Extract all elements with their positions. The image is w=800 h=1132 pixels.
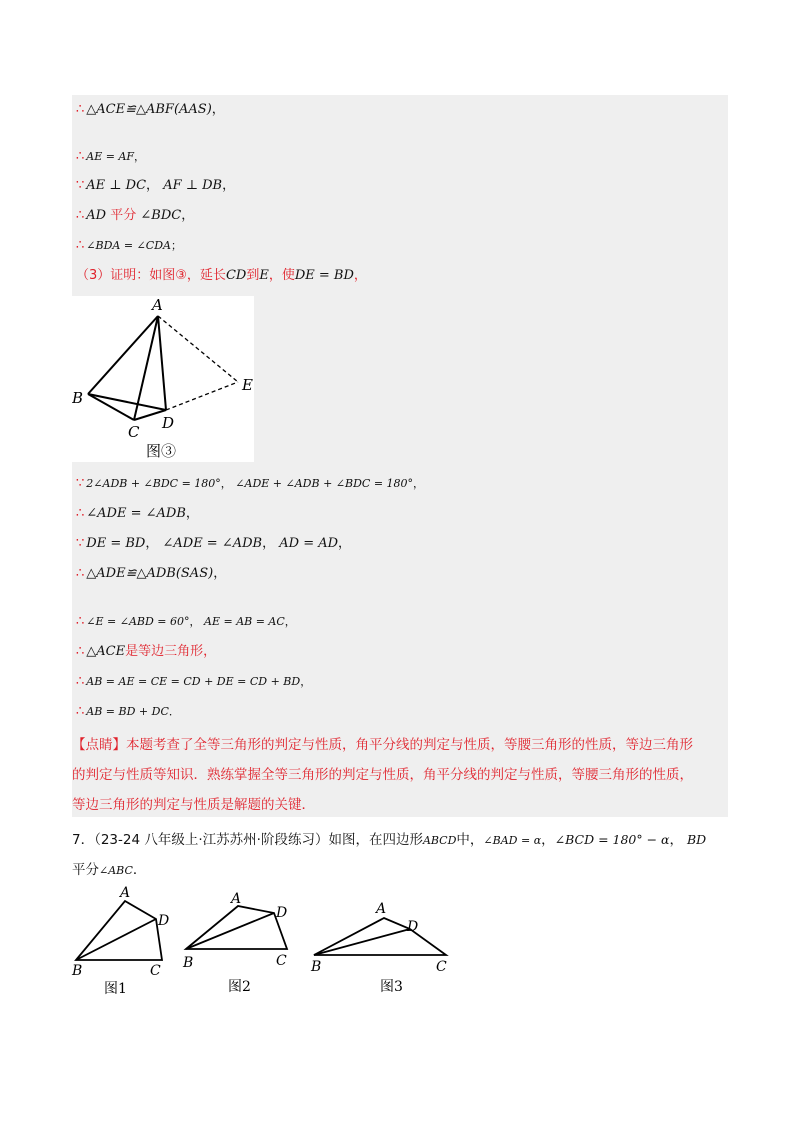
fig2-label-a: A xyxy=(231,891,242,907)
fig3-label-b: B xyxy=(311,959,322,975)
fig2-label-c: C xyxy=(276,953,287,969)
label-c: C xyxy=(128,423,140,441)
proof-line-sas-conditions: ∵ DE = BD， ∠ADE = ∠ADB， AD = AD， xyxy=(76,536,352,551)
fig3-label-c: C xyxy=(436,959,447,975)
proof-part3-heading: （3）证明：如图③，延长CD到E，使DE = BD， xyxy=(76,268,367,283)
fig1-label-c: C xyxy=(150,963,161,979)
segment-ae-dashed xyxy=(158,316,238,382)
fig1-caption: 图1 xyxy=(104,981,127,997)
question-7-line-2: 平分∠ABC． xyxy=(72,862,147,878)
proof-line-angle-sums: ∵ 2∠ADB + ∠BDC = 180°， ∠ADE + ∠ADB + ∠BDC = 180°， xyxy=(76,476,425,491)
figure-3-caption: 图③ xyxy=(146,442,177,460)
label-e: E xyxy=(242,376,253,394)
comment-line-3: 等边三角形的判定与性质是解题的关键． xyxy=(72,797,315,813)
segment-ad xyxy=(158,316,166,410)
q7-figure-2 xyxy=(182,891,287,995)
fig3-diagonal-bd xyxy=(314,929,410,955)
comment-line-2: 的判定与性质等知识．熟练掌握全等三角形的判定与性质，角平分线的判定与性质，等腰三角形的性质， xyxy=(72,767,693,783)
proof-line-ade-adb: ∴ ∠ADE = ∠ADB， xyxy=(76,506,199,521)
question-7-line-1: 7．（23-24 八年级上·江苏苏州·阶段练习）如图，在四边形ABCD中，∠BAD = α，∠BCD = 180° − α， BD xyxy=(72,832,707,848)
question-7-figures xyxy=(70,885,470,1000)
fig2-label-d: D xyxy=(276,905,288,921)
fig1-diagonal-bd xyxy=(76,919,156,960)
fig3-label-a: A xyxy=(376,901,387,917)
figure-3-diagram xyxy=(72,296,262,466)
proof-line-ab-chain: ∴ AB = AE = CE = CD + DE = CD + BD， xyxy=(76,674,312,689)
label-a: A xyxy=(152,296,163,314)
segment-de-dashed xyxy=(166,382,238,410)
proof-line-ad-bisects: ∴ AD 平分 ∠BDC， xyxy=(76,208,195,223)
proof-line-congruence-aas: ∴ △ACE≌△ABF(AAS)， xyxy=(76,102,225,117)
proof-line-ae-af: ∴ AE = AF， xyxy=(76,149,146,164)
segment-ab xyxy=(88,316,158,394)
proof-line-conclusion: ∴ AB = BD + DC． xyxy=(76,704,180,719)
proof-line-congruence-sas: ∴ △ADE≌△ADB(SAS)， xyxy=(76,566,227,581)
proof-line-equilateral: ∴ △ACE是等边三角形， xyxy=(76,644,217,659)
fig3-caption: 图3 xyxy=(380,979,403,995)
fig1-label-a: A xyxy=(120,885,131,901)
label-b: B xyxy=(72,389,84,407)
q7-figure-1 xyxy=(71,885,169,997)
fig3-label-d: D xyxy=(407,919,419,935)
label-d: D xyxy=(162,414,175,432)
comment-line-1: 【点睛】本题考查了全等三角形的判定与性质，角平分线的判定与性质，等腰三角形的性质，等边三角形 xyxy=(72,737,693,753)
fig2-label-b: B xyxy=(183,955,194,971)
proof-line-angle-e: ∴ ∠E = ∠ABD = 60°， AE = AB = AC， xyxy=(76,614,296,629)
fig1-label-d: D xyxy=(158,913,170,929)
fig2-diagonal-bd xyxy=(186,913,274,949)
fig1-quadrilateral xyxy=(76,901,162,960)
segment-bd xyxy=(88,394,166,410)
fig2-caption: 图2 xyxy=(228,979,251,995)
proof-line-angles-equal: ∴ ∠BDA = ∠CDA； xyxy=(76,238,182,253)
fig1-label-b: B xyxy=(72,963,83,979)
comment-tag: 【点睛】 xyxy=(72,737,126,753)
q7-figure-3 xyxy=(310,901,447,995)
proof-line-perpendiculars: ∵ AE ⊥ DC， AF ⊥ DB， xyxy=(76,178,236,193)
